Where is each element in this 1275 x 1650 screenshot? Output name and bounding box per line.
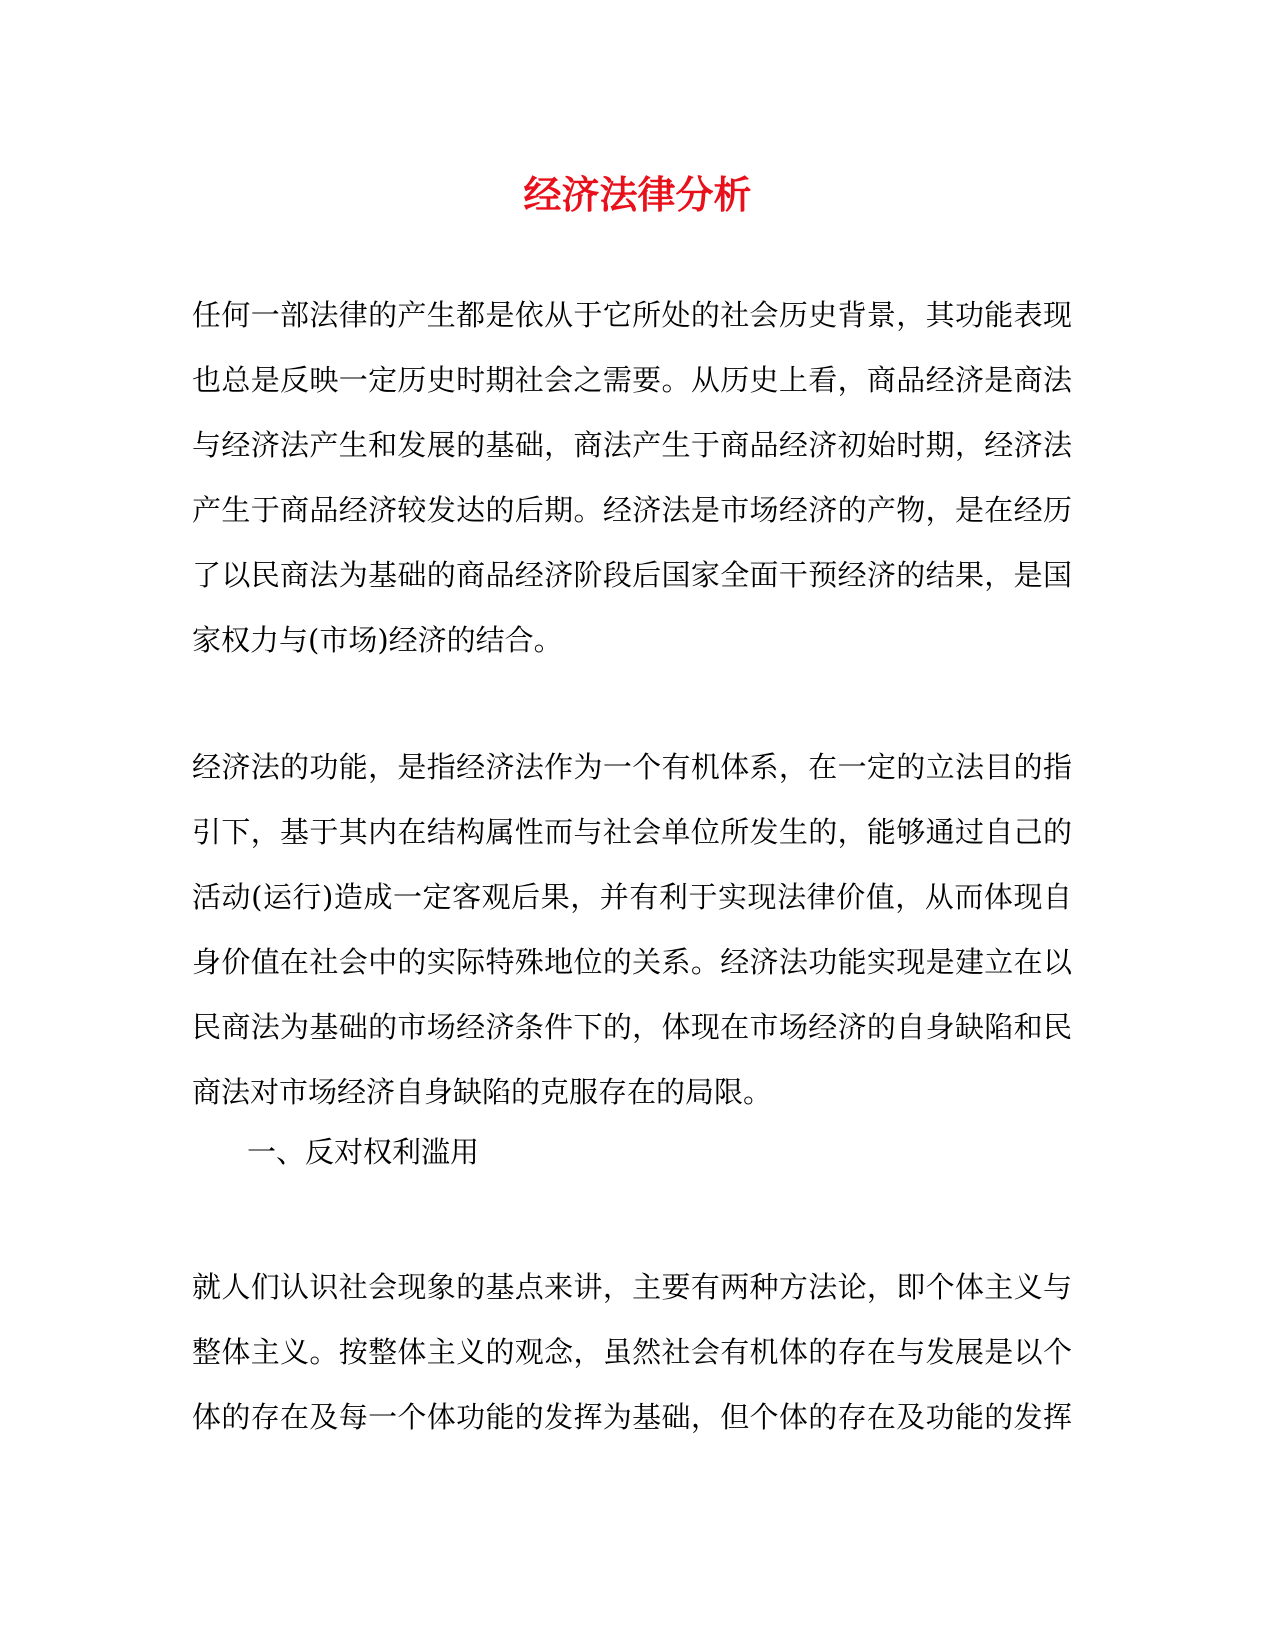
paragraph-line: 活动(运行)造成一定客观后果，并有利于实现法律价值，从而体现自 — [192, 880, 1072, 914]
paragraph-line: 家权力与(市场)经济的结合。 — [192, 623, 563, 657]
section-heading: 一、反对权利滥用 — [247, 1135, 480, 1169]
paragraph-line: 身价值在社会中的实际特殊地位的关系。经济法功能实现是建立在以 — [192, 945, 1072, 979]
paragraph-line: 产生于商品经济较发达的后期。经济法是市场经济的产物，是在经历 — [192, 493, 1072, 527]
paragraph-line: 了以民商法为基础的商品经济阶段后国家全面干预经济的结果，是国 — [192, 558, 1072, 592]
paragraph-2 — [192, 735, 1072, 1125]
paragraph-line: 商法对市场经济自身缺陷的克服存在的局限。 — [192, 1075, 773, 1109]
paragraph-line: 与经济法产生和发展的基础，商法产生于商品经济初始时期，经济法 — [192, 428, 1072, 462]
paragraph-line: 也总是反映一定历史时期社会之需要。从历史上看，商品经济是商法 — [192, 363, 1072, 397]
paragraph-1 — [192, 283, 1072, 673]
paragraph-line: 就人们认识社会现象的基点来讲，主要有两种方法论，即个体主义与 — [192, 1270, 1072, 1304]
paragraph-line: 整体主义。按整体主义的观念，虽然社会有机体的存在与发展是以个 — [192, 1335, 1072, 1369]
paragraph-line: 经济法的功能，是指经济法作为一个有机体系，在一定的立法目的指 — [192, 750, 1072, 784]
paragraph-line: 民商法为基础的市场经济条件下的，体现在市场经济的自身缺陷和民 — [192, 1010, 1072, 1044]
paragraph-3 — [192, 1255, 1072, 1450]
paragraph-line: 体的存在及每一个体功能的发挥为基础，但个体的存在及功能的发挥 — [192, 1400, 1072, 1434]
paragraph-line: 引下，基于其内在结构属性而与社会单位所发生的，能够通过自己的 — [192, 815, 1072, 849]
page-title: 经济法律分析 — [523, 172, 752, 217]
paragraph-line: 任何一部法律的产生都是依从于它所处的社会历史背景，其功能表现 — [192, 298, 1072, 332]
